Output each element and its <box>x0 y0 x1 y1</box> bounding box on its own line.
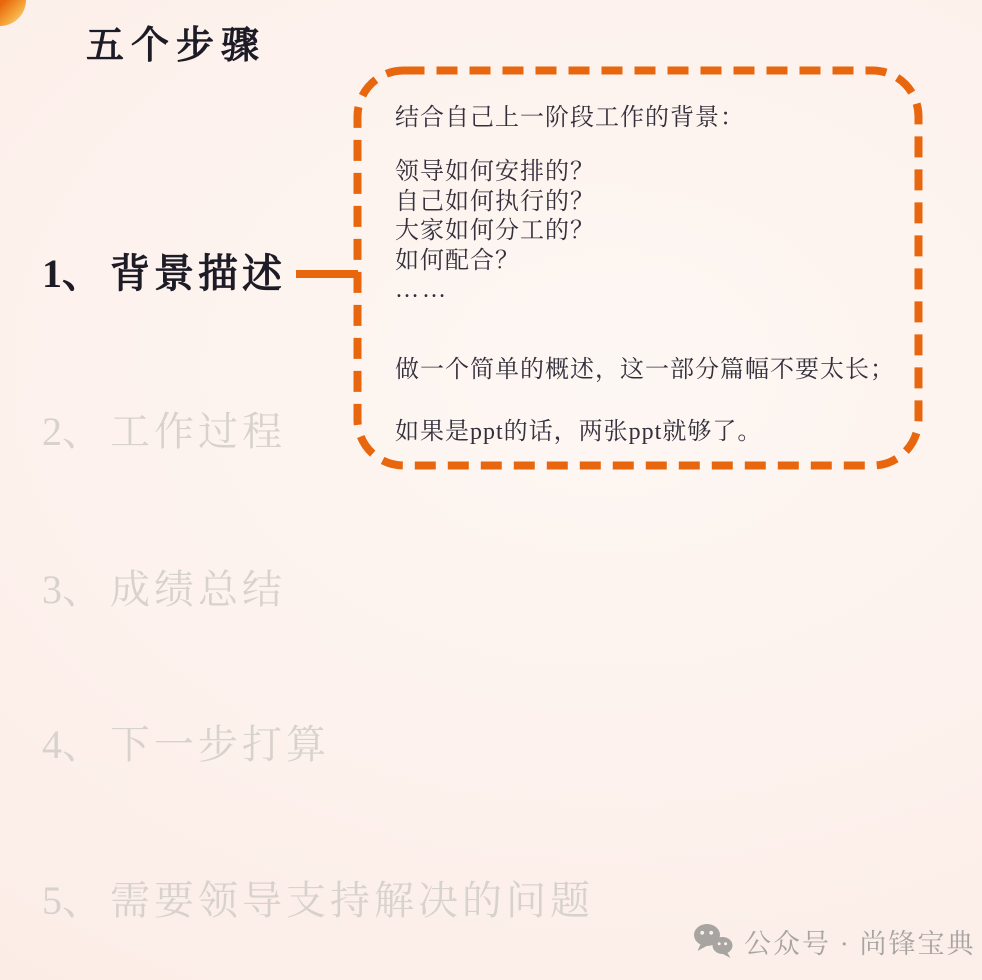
step-item-results <box>42 566 286 614</box>
page-title: 五个步骤 <box>86 25 267 67</box>
step-number: 1、 <box>42 251 102 296</box>
callout-question: 领导如何安排的？ <box>395 159 595 185</box>
watermark <box>693 922 976 961</box>
callout-question: 大家如何分工的？ <box>395 218 595 244</box>
step-item-process <box>42 408 286 456</box>
step-label: 成绩总结 <box>110 567 286 612</box>
corner-decoration <box>0 0 26 26</box>
step-item-next-plan <box>42 721 330 769</box>
callout-ellipsis: …… <box>395 277 449 303</box>
callout-box <box>353 66 923 470</box>
step-label: 需要领导支持解决的问题 <box>110 878 594 923</box>
step-item-background <box>42 250 286 298</box>
step-label: 背景描述 <box>110 251 286 296</box>
watermark-text: 公众号 · 尚锋宝典 <box>744 929 976 959</box>
callout-question: 如何配合？ <box>395 247 520 274</box>
step-number: 2、 <box>42 409 102 454</box>
step-label: 工作过程 <box>110 409 286 454</box>
callout-content <box>395 66 900 470</box>
callout-question-list <box>395 158 595 306</box>
callout-note-2: 如果是ppt的话，两张ppt就够了。 <box>395 419 763 445</box>
connector-line <box>296 270 358 278</box>
step-item-issues <box>42 877 594 925</box>
callout-question: 自己如何执行的？ <box>395 188 595 215</box>
step-number: 5、 <box>42 878 102 923</box>
step-label: 下一步打算 <box>110 722 330 767</box>
wechat-icon <box>693 923 735 961</box>
callout-note-1: 做一个简单的概述，这一部分篇幅不要太长； <box>395 357 895 383</box>
step-number: 4、 <box>42 722 102 767</box>
step-number: 3、 <box>42 567 102 612</box>
callout-intro: 结合自己上一阶段工作的背景： <box>395 105 745 131</box>
